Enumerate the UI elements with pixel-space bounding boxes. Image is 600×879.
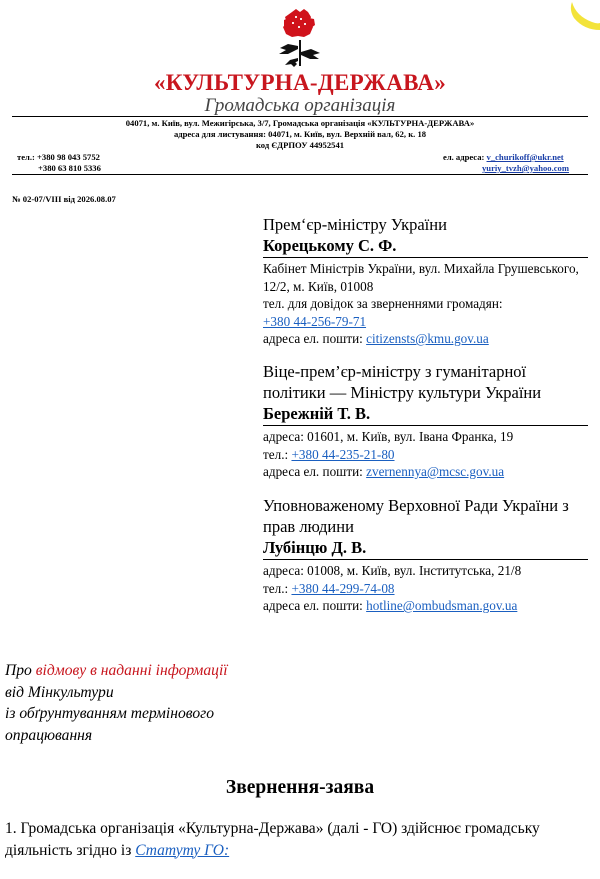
organization-name: «КУЛЬТУРНА-ДЕРЖАВА» xyxy=(153,70,447,95)
addressee-email-label: адреса ел. пошти: xyxy=(263,598,363,613)
addressee-name: Бережній Т. В. xyxy=(263,403,588,426)
header-address: 04071, м. Київ, вул. Межигірська, 3/7, Громадська організація «КУЛЬТУРНА-ДЕРЖАВА» xyxy=(125,118,475,128)
email-block xyxy=(443,152,564,163)
addressee-email-label: адреса ел. пошти: xyxy=(263,464,363,479)
addressee-email-link[interactable]: hotline@ombudsman.gov.ua xyxy=(366,598,518,613)
header-edrpou: код ЄДРПОУ 44952541 xyxy=(255,140,345,150)
subject-line-3: із обґрунтуванням термінового xyxy=(5,705,214,722)
addressee-address: адреса: 01601, м. Київ, вул. Івана Франка, 19 xyxy=(263,429,514,444)
document-number: № 02-07/VIII від 2026.08.07 xyxy=(12,194,116,204)
subject-line-4: опрацювання xyxy=(5,726,93,744)
addressee-name: Корецькому С. Ф. xyxy=(263,235,588,258)
email-link-1[interactable]: v_churikoff@ukr.net xyxy=(486,152,564,162)
statute-link[interactable]: Статуту ГО: xyxy=(135,841,230,859)
addressee-title: Віце-прем’єр-міністру з гуманітарної політики — Міністру культури України xyxy=(263,362,542,402)
letter-subject xyxy=(5,660,305,746)
addressee-phone-link[interactable]: +380 44-299-74-08 xyxy=(291,580,395,596)
email-label: ел. адреса: xyxy=(443,152,485,162)
paragraph-1 xyxy=(5,818,595,861)
addressee-email-label: адреса ел. пошти: xyxy=(263,331,363,346)
addressee-block-2 xyxy=(263,361,588,481)
addressee-phone-link[interactable]: +380 44-235-21-80 xyxy=(291,446,395,462)
addressee-name: Лубінцю Д. В. xyxy=(263,537,588,560)
organization-type: Громадська організація xyxy=(204,95,396,116)
addressee-block-1 xyxy=(263,214,588,348)
corner-crescent-icon xyxy=(566,0,600,30)
addressee-title: Уповноваженому Верховної Ради України з прав людини xyxy=(263,496,569,536)
addressee-email-link[interactable]: citizensts@kmu.gov.ua xyxy=(366,331,489,346)
contacts-divider xyxy=(12,174,588,175)
rose-logo-icon xyxy=(262,6,336,74)
document-title: Звернення-заява xyxy=(225,777,375,798)
phone-2: +380 63 810 5336 xyxy=(38,163,101,173)
header-postal-address: адреса для листування: 04071, м. Київ, вул. Верхній вал, 62, к. 18 xyxy=(173,129,427,139)
addressee-phone-label: тел.: xyxy=(263,580,289,596)
addressee-email-link[interactable]: zvernennya@mcsc.gov.ua xyxy=(366,464,505,479)
header-divider xyxy=(12,116,588,117)
addressee-address: адреса: 01008, м. Київ, вул. Інститутська, 21/8 xyxy=(263,563,522,578)
paragraph-1-text: 1. Громадська організація «Культурна-Держава» (далі - ГО) здійснює громадську діяльність згідно із xyxy=(5,820,540,859)
addressee-phone-link[interactable]: +380 44-256-79-71 xyxy=(263,313,367,329)
addressee-block-3 xyxy=(263,495,588,615)
subject-refusal: відмову в наданні інформації xyxy=(35,662,228,679)
subject-pro: Про xyxy=(5,662,32,679)
phone-block xyxy=(17,152,100,163)
subject-line-2: від Мінкультури xyxy=(5,683,114,701)
email-link-2[interactable]: yuriy_tvzh@yahoo.com xyxy=(482,163,570,173)
phone-1: +380 98 043 5752 xyxy=(37,152,100,162)
addressee-address: Кабінет Міністрів України, вул. Михайла Грушевського, 12/2, м. Київ, 01008 xyxy=(263,261,579,294)
addressee-phone-label: тел. для довідок за зверненнями громадян: xyxy=(263,296,503,311)
addressee-phone-label: тел.: xyxy=(263,446,289,462)
phone-label: тел.: xyxy=(17,152,35,162)
addressee-title: Прем‘єр-міністру України xyxy=(263,215,447,234)
